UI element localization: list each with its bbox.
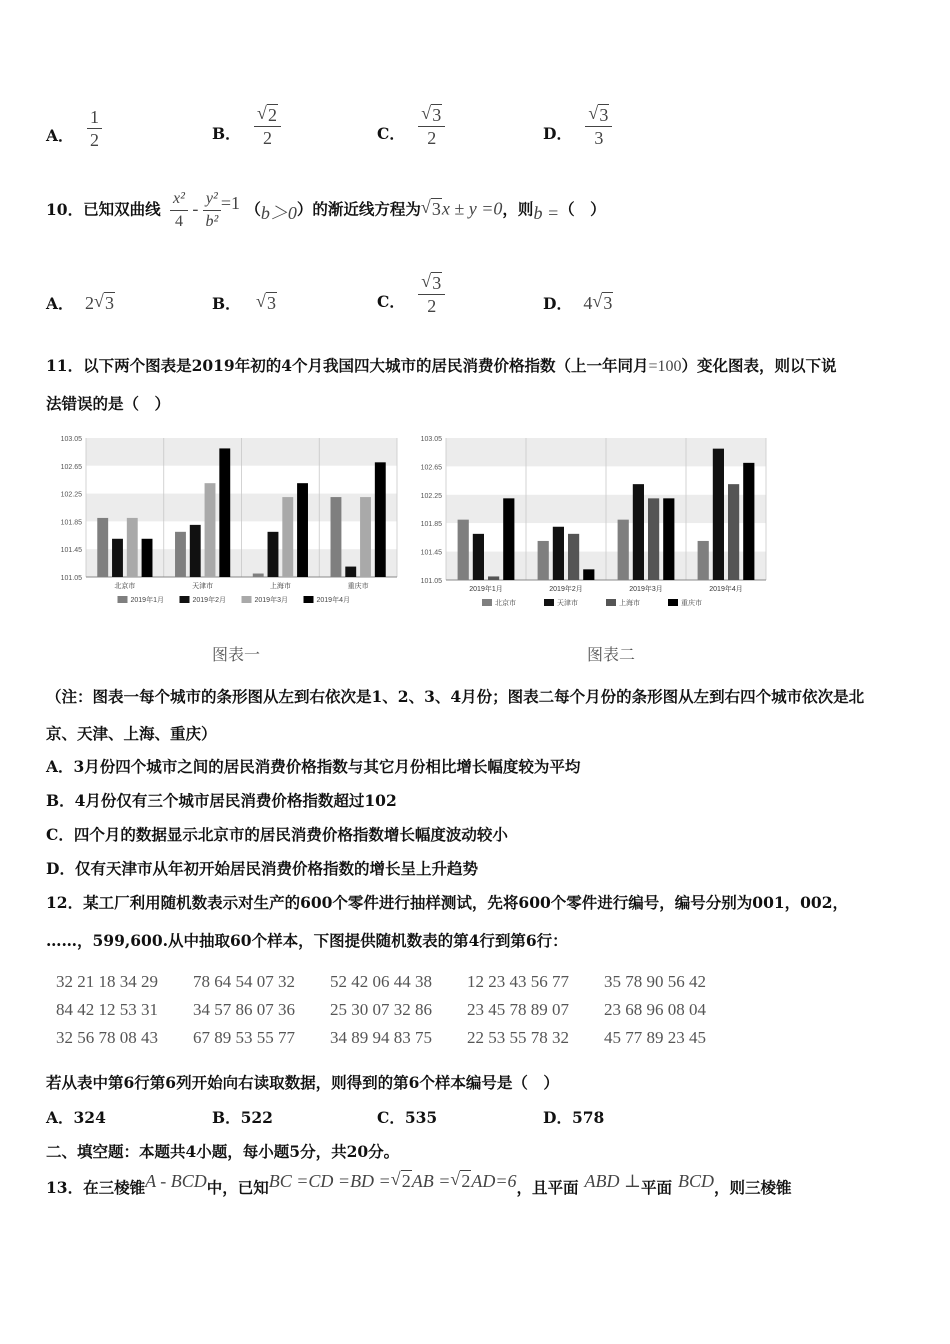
q11-option-d: D．仅有天津市从年初开始居民消费价格指数的增长呈上升趋势	[46, 859, 478, 878]
question-text: ，则三棱锥	[713, 1178, 792, 1197]
legend-label: 2019年1月	[130, 597, 164, 604]
q12-option-a: A．324	[46, 1108, 106, 1127]
option-label: C．	[377, 291, 405, 311]
legend-swatch	[544, 599, 554, 606]
bar	[190, 525, 201, 577]
bar	[175, 532, 186, 577]
option-label: A．	[46, 125, 74, 145]
legend-label: 上海市	[619, 600, 640, 607]
plane-abd: ABD ⊥	[584, 1171, 641, 1191]
fraction	[585, 104, 612, 149]
x-tick-label: 2019年2月	[549, 586, 583, 593]
random-group: 34 57 86 07 36	[193, 1000, 295, 1019]
equation-part: BC =CD =BD =	[268, 1171, 391, 1191]
denominator: 3	[594, 128, 604, 148]
sqrt-two: √ 2	[450, 1169, 471, 1191]
numerator: √ 3	[418, 272, 445, 295]
fraction	[418, 104, 445, 149]
legend-swatch	[118, 596, 128, 603]
y-tick-label: 101.85	[420, 521, 442, 529]
random-group: 32 21 18 34 29	[56, 972, 158, 991]
legend-swatch	[606, 599, 616, 606]
radicand: 3	[267, 293, 277, 313]
radicand: 3	[599, 105, 609, 125]
equation-part: AB =	[411, 1171, 451, 1191]
bar	[503, 498, 514, 580]
numerator: x²	[170, 188, 188, 211]
option-label: D．	[543, 123, 572, 143]
answer-blank: （ ）	[559, 199, 606, 219]
y-tick-label: 101.45	[420, 549, 442, 557]
q11-note-line1: （注：图表一每个城市的条形图从左到右依次是1、2、3、4月份；图表二每个月份的条形图从左到右四个城市依次是北	[46, 687, 865, 706]
q11-option-b: B．4月份仅有三个城市居民消费价格指数超过102	[46, 791, 397, 810]
q12-option-c: C．535	[377, 1108, 438, 1127]
random-group: 32 56 78 08 43	[56, 1028, 158, 1047]
equation-part: AD=6	[471, 1171, 517, 1191]
legend-swatch	[242, 596, 252, 603]
question-text: ）的渐近线方程为	[296, 199, 421, 219]
b-equals: b =	[533, 202, 560, 223]
x-tick-label: 北京市	[114, 583, 136, 590]
question-number: 10．	[46, 199, 84, 219]
radicand: 3	[432, 105, 442, 125]
bar	[728, 484, 739, 580]
random-group: 23 68 96 08 04	[604, 1000, 706, 1019]
y-tick-label: 102.65	[60, 463, 82, 471]
random-table-row-4	[56, 972, 741, 992]
legend-label: 天津市	[557, 600, 578, 607]
denominator: 2	[427, 128, 437, 148]
numerator: y²	[203, 188, 221, 211]
chart-one	[50, 430, 410, 615]
chart-two	[410, 430, 772, 615]
x-tick-label: 2019年4月	[709, 586, 743, 593]
tetrahedron-name: A - BCD	[145, 1171, 207, 1191]
radicand: 2	[268, 105, 278, 125]
q12-stem-line1: 12．某工厂利用随机数表示对生产的600个零件进行抽样测试，先将600个零件进行编号，编号分别为001，002，	[46, 893, 848, 912]
q11-stem-line2: 法错误的是（ ）	[46, 394, 171, 413]
numerator: 1	[87, 106, 102, 129]
radicand: 3	[431, 198, 441, 219]
coefficient: 2	[84, 293, 94, 313]
bar	[219, 448, 230, 577]
legend-label: 2019年3月	[254, 597, 288, 604]
y-tick-label: 103.05	[60, 436, 82, 443]
option-label: B．	[212, 123, 241, 143]
random-table-row-5	[56, 1000, 741, 1020]
condition: b＞0	[260, 202, 297, 223]
random-group: 78 64 54 07 32	[193, 972, 295, 991]
bar	[568, 534, 579, 580]
bar	[648, 498, 659, 580]
bar	[282, 497, 293, 577]
radicand: 3	[432, 273, 442, 293]
q9-option-d	[543, 104, 612, 149]
fraction	[87, 106, 102, 151]
q13-stem	[46, 1169, 792, 1197]
minus-sign: -	[187, 198, 203, 219]
option-label: A．	[46, 294, 74, 313]
fraction	[254, 104, 281, 149]
x-tick-label: 天津市	[192, 583, 214, 590]
radicand: 2	[461, 1171, 471, 1191]
radicand: 3	[104, 293, 114, 313]
option-label: D．	[543, 294, 572, 313]
random-group: 67 89 53 55 77	[193, 1028, 295, 1047]
y-tick-label: 101.05	[420, 578, 442, 585]
bar	[360, 497, 371, 577]
question-text: 平面	[640, 1178, 672, 1197]
numerator: √ 3	[418, 104, 445, 127]
sqrt-three: √ 3	[420, 196, 441, 219]
q12-question: 若从表中第6行第6列开始向右读取数据，则得到的第6个样本编号是（ ）	[46, 1073, 559, 1092]
q12-option-d: D．578	[543, 1108, 605, 1127]
q9-option-a	[46, 106, 102, 151]
bar	[583, 569, 594, 580]
legend-label: 2019年2月	[192, 597, 226, 604]
fraction	[418, 272, 445, 317]
denominator: b²	[205, 213, 219, 230]
legend-swatch	[180, 596, 190, 603]
x-tick-label: 2019年1月	[469, 586, 503, 593]
bar	[345, 567, 356, 577]
x-tick-label: 上海市	[269, 583, 291, 590]
bar	[743, 463, 754, 580]
fraction-x	[170, 188, 188, 233]
bar	[331, 497, 342, 577]
y-tick-label: 102.25	[420, 492, 442, 500]
bar	[268, 532, 279, 577]
legend-label: 北京市	[495, 600, 516, 607]
chart-two-caption: 图表二	[587, 645, 636, 664]
sqrt-three: √ 3	[93, 291, 114, 313]
radicand: 2	[401, 1171, 411, 1191]
bar	[618, 520, 629, 580]
y-tick-label: 101.05	[60, 575, 82, 582]
q9-option-c	[377, 104, 445, 149]
y-tick-label: 102.25	[60, 491, 82, 499]
plane-bcd: BCD	[677, 1171, 714, 1191]
q10-option-c	[377, 272, 445, 317]
bar	[97, 518, 108, 577]
legend-label: 重庆市	[681, 600, 702, 607]
q11-option-a: A．3月份四个城市之间的居民消费价格指数与其它月份相比增长幅度较为平均	[46, 757, 581, 776]
random-group: 35 78 90 56 42	[604, 972, 706, 991]
y-tick-label: 103.05	[420, 436, 442, 443]
x-tick-label: 重庆市	[347, 583, 369, 590]
bar	[663, 498, 674, 580]
denominator: 2	[263, 128, 273, 148]
q12-option-b: B．522	[212, 1108, 273, 1127]
q11-stem-line1	[46, 354, 837, 376]
bar	[112, 539, 123, 577]
sqrt-three: √ 3	[592, 291, 613, 313]
denominator: 2	[89, 130, 99, 150]
question-text: 11．以下两个图表是2019年初的4个月我国四大城市的居民消费价格指数（上一年同月	[46, 356, 649, 375]
q9-option-b	[212, 104, 281, 149]
random-group: 34 89 94 83 75	[330, 1028, 432, 1047]
question-text: 已知双曲线	[83, 199, 161, 219]
equals-one: =1	[220, 192, 240, 213]
asymptote-equation: x ± y =0	[441, 198, 503, 219]
radicand: 3	[603, 293, 613, 313]
bar	[553, 527, 564, 580]
numerator: √ 2	[254, 104, 281, 127]
denominator: 2	[427, 296, 437, 316]
numerator: √ 3	[585, 104, 612, 127]
random-group: 12 23 43 56 77	[467, 972, 569, 991]
random-group: 23 45 78 89 07	[467, 1000, 569, 1019]
bar	[253, 574, 264, 577]
y-tick-label: 102.65	[420, 464, 442, 472]
question-text: ）变化图表，则以下说	[681, 356, 837, 375]
legend-swatch	[668, 599, 678, 606]
question-text: 13．在三棱锥	[46, 1178, 146, 1197]
bar	[698, 541, 709, 580]
bar	[375, 462, 386, 577]
section-heading: 二、填空题：本题共4小题，每小题5分，共20分。	[46, 1142, 400, 1161]
q11-option-c: C．四个月的数据显示北京市的居民消费价格指数增长幅度波动较小	[46, 825, 508, 844]
q10-option-d	[543, 292, 613, 314]
sqrt-two: √ 2	[390, 1169, 411, 1191]
q12-stem-line2: ……，599,600.从中抽取60个样本，下图提供随机数表的第4行到第6行：	[46, 931, 568, 950]
bar	[633, 484, 644, 580]
y-tick-label: 101.85	[60, 519, 82, 527]
q10-option-b	[212, 292, 277, 314]
paren-open: （	[245, 199, 261, 219]
question-text: ，则	[502, 199, 534, 219]
q10-option-a	[46, 292, 115, 314]
random-group: 45 77 89 23 45	[604, 1028, 706, 1047]
bar	[488, 576, 499, 580]
y-tick-label: 101.45	[60, 547, 82, 555]
random-group: 84 42 12 53 31	[56, 1000, 158, 1019]
fraction-y	[203, 188, 221, 233]
bar	[713, 449, 724, 580]
bar	[473, 534, 484, 580]
random-group: 52 42 06 44 38	[330, 972, 432, 991]
sqrt-three: √ 3	[256, 291, 277, 313]
bar	[205, 483, 216, 577]
q10-stem	[46, 188, 606, 233]
random-table-row-6	[56, 1028, 741, 1048]
bar	[142, 539, 153, 577]
q11-note-line2: 京、天津、上海、重庆）	[46, 724, 217, 743]
bar	[538, 541, 549, 580]
denominator: 4	[174, 213, 183, 230]
bar	[127, 518, 138, 577]
bar	[458, 520, 469, 580]
chart-one-caption: 图表一	[212, 645, 261, 664]
question-text: 中，已知	[206, 1178, 269, 1197]
question-text: ，且平面	[516, 1178, 579, 1197]
legend-label: 2019年4月	[316, 597, 350, 604]
x-tick-label: 2019年3月	[629, 586, 663, 593]
random-group: 22 53 55 78 32	[467, 1028, 569, 1047]
legend-swatch	[482, 599, 492, 606]
legend-swatch	[304, 596, 314, 603]
coefficient: 4	[583, 293, 593, 313]
base-value: =100	[648, 358, 682, 375]
bar	[297, 483, 308, 577]
option-label: C．	[377, 123, 405, 143]
option-label: B．	[212, 294, 241, 313]
random-group: 25 30 07 32 86	[330, 1000, 432, 1019]
